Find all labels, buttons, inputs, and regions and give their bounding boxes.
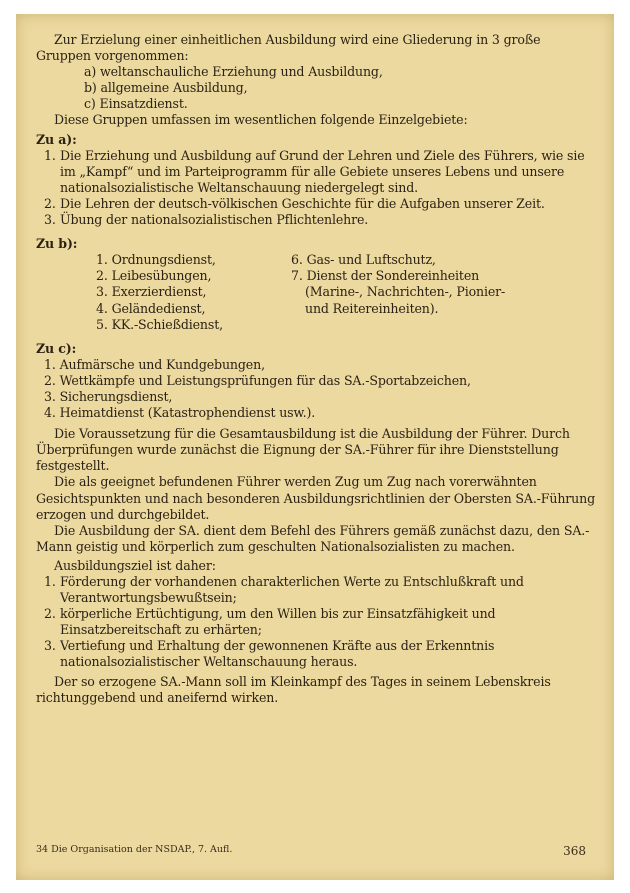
section-a-item [36,212,596,228]
footer-signature: 34 Die Organisation der NSDAP., 7. Aufl. [36,844,233,855]
list-item-continuation: (Marine-, Nachrichten-, Pionier- [305,284,506,300]
section-b-columns [36,252,596,332]
section-c-list [36,357,596,421]
item-number: 1. [44,574,56,589]
list-item: 1. Ordnungsdienst, [96,252,216,268]
group-item-b: b) allgemeine Ausbildung, [84,80,248,96]
list-item: 2. Wettkämpfe und Leistungsprüfungen für das SA.-Sportabzeichen, [44,372,471,388]
list-item: 1. Aufmärsche und Kundgebungen, [44,356,265,372]
item-number: 2. [44,606,56,622]
groups-note: Diese Gruppen umfassen im wesentlichen folgende Einzelgebiete: [54,112,468,128]
page-number: 368 [563,844,586,858]
list-item: 4. Heimatdienst (Katastrophendienst usw.). [44,405,316,421]
item-text: körperliche Ertüchtigung, um den Willen bis zur Einsatzfähigkeit und Einsatzbereitschaft zu erhärten; [60,606,496,638]
goal-item [36,606,596,638]
section-b-column-right [291,252,581,332]
body-paragraph: Die als geeignet befundenen Führer werden Zug um Zug nach vorerwähnten Gesichtspunkten und nach besonderen Ausbildungsrichtlinien der Obersten SA.-Führung erzogen und durchgebildet. [36,474,595,522]
goal-item [36,638,596,670]
item-text: Die Erziehung und Ausbildung auf Grund der Lehren und Ziele des Führers, wie sie im „Kampf“ und im Parteiprogramm für alle Gebiete unseres Lebens und unsere nationalsozialistische Weltanschauung niedergelegt sind. [60,147,585,195]
item-text: Förderung der vorhandenen charakterlichen Werte zu Entschlußkraft und Verantwortungsbewußtsein; [60,574,524,606]
item-number: 2. [44,195,56,211]
section-a-heading: Zu a): [36,131,77,147]
page-body [36,32,596,706]
goal-heading: Ausbildungsziel ist daher: [54,557,216,573]
item-number: 1. [44,147,56,163]
list-item-continuation: und Reitereinheiten). [305,300,439,316]
book-page [16,14,614,880]
item-text: Die Lehren der deutsch-völkischen Geschichte für die Aufgaben unserer Zeit. [60,195,545,211]
list-item: 6. Gas- und Luftschutz, [291,252,436,268]
section-b-heading: Zu b): [36,236,78,252]
section-c-heading: Zu c): [36,340,77,356]
list-item: 2. Leibesübungen, [96,268,212,284]
list-item: 5. KK.-Schießdienst, [96,316,223,332]
item-number: 3. [44,212,56,228]
body-paragraph: Die Ausbildung der SA. dient dem Befehl des Führers gemäß zunächst dazu, den SA.-Mann geistig und körperlich zum geschulten Nationalsozialisten zu machen. [36,522,590,554]
section-a-item [36,148,596,196]
group-item-c: c) Einsatzdienst. [84,96,188,112]
group-item-a: a) weltanschauliche Erziehung und Ausbildung, [84,64,383,80]
page-footer [36,844,586,858]
item-number: 3. [44,638,56,654]
item-text: Vertiefung und Erhaltung der gewonnenen Kräfte aus der Erkenntnis nationalsozialistischer Weltanschauung heraus. [60,638,495,670]
intro-paragraph: Zur Erzielung einer einheitlichen Ausbildung wird eine Gliederung in 3 große Gruppen vorgenommen: [36,32,541,64]
section-a-item [36,196,596,212]
body-paragraph: Die Voraussetzung für die Gesamtausbildung ist die Ausbildung der Führer. Durch Überprüfungen wurde zunächst die Eignung der SA.-Führer für ihre Dienststellung festgestellt. [36,426,570,474]
list-item: 3. Exerzierdienst, [96,284,207,300]
goal-item [36,574,596,606]
list-item: 3. Sicherungsdienst, [44,388,173,404]
closing-paragraph: Der so erzogene SA.-Mann soll im Kleinkampf des Tages in seinem Lebenskreis richtunggebend und aneifernd wirken. [36,673,551,705]
item-text: Übung der nationalsozialistischen Pflichtenlehre. [60,212,369,228]
section-b-column-left [96,252,291,332]
group-list [36,64,596,112]
list-item: 4. Geländedienst, [96,300,206,316]
list-item: 7. Dienst der Sondereinheiten [291,268,480,284]
